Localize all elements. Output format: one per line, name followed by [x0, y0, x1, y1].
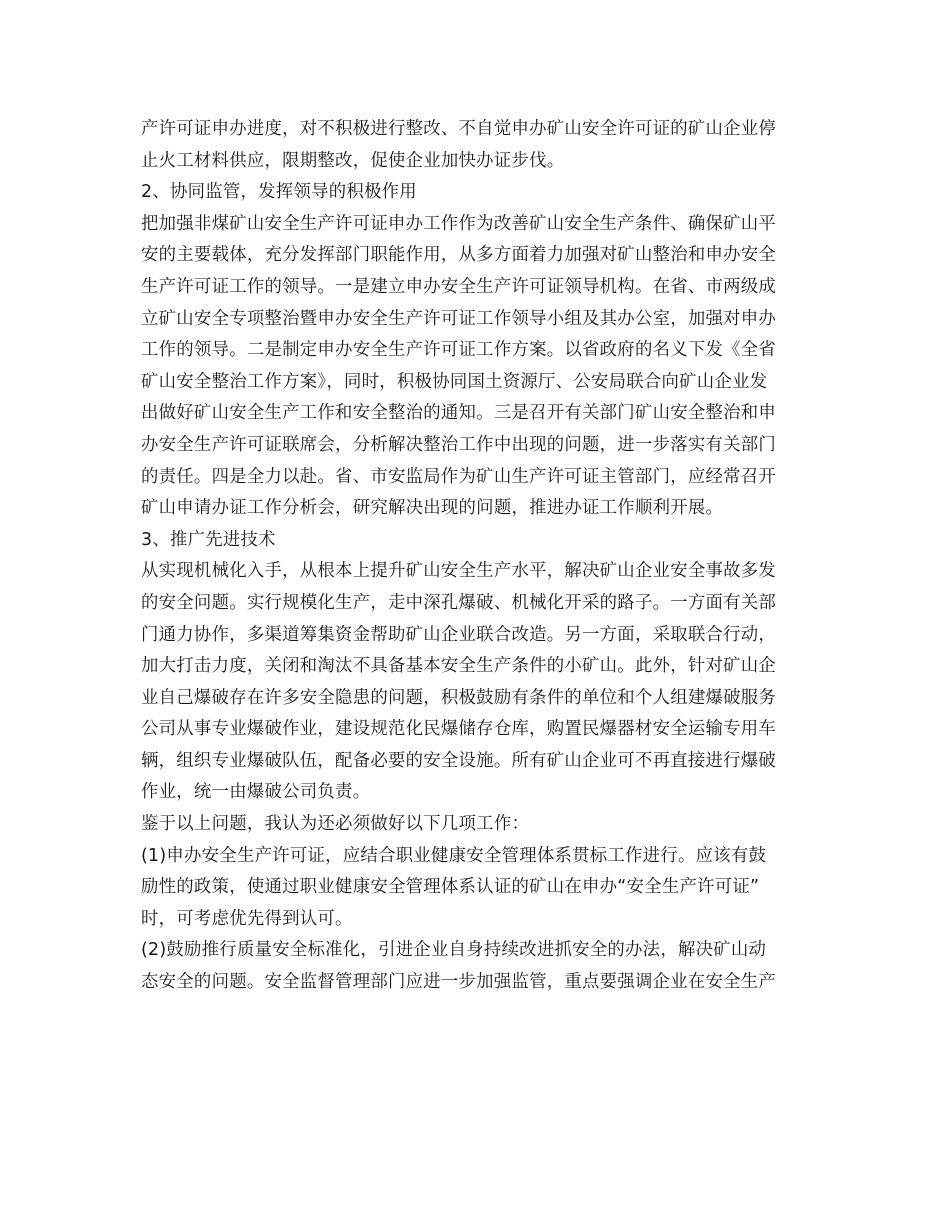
text-line: 矿山申请办证工作分析会，研究解决出现的问题，推进办证工作顺利开展。: [141, 498, 724, 519]
text-line: 立矿山安全专项整治暨申办安全生产许可证工作领导小组及其办公室，加强对申办: [141, 308, 777, 329]
section-heading: 2、协同监管，发挥领导的积极作用: [141, 182, 417, 203]
text-line: 矿山安全整治工作方案》，同时，积极协同国土资源厅、公安局联合向矿山企业发: [141, 371, 768, 392]
text-line: 鉴于以上问题，我认为还必须做好以下几项工作：: [141, 814, 530, 835]
text-line: 的安全问题。实行规模化生产，走中深孔爆破、机械化开采的路子。一方面有关部: [141, 592, 777, 613]
text-line: 从实现机械化入手，从根本上提升矿山安全生产水平，解决矿山企业安全事故多发: [141, 561, 777, 582]
text-line: 的责任。四是全力以赴。省、市安监局作为矿山生产许可证主管部门，应经常召开: [141, 466, 777, 487]
list-item-line: 态安全的问题。安全监督管理部门应进一步加强监管，重点要强调企业在安全生产: [141, 972, 777, 993]
text-line: 出做好矿山安全生产工作和安全整治的通知。三是召开有关部门矿山安全整治和申: [141, 403, 777, 424]
text-line: 生产许可证工作的领导。一是建立申办安全生产许可证领导机构。在省、市两级成: [141, 276, 777, 297]
text-line: 门通力协作，多渠道筹集资金帮助矿山企业联合改造。另一方面，采取联合行动，: [141, 624, 777, 645]
text-line: 产许可证申办进度，对不积极进行整改、不自觉申办矿山安全许可证的矿山企业停: [141, 119, 777, 139]
text-line: 作业，统一由爆破公司负责。: [141, 782, 371, 803]
text-line: 把加强非煤矿山安全生产许可证申办工作作为改善矿山安全生产条件、确保矿山平: [141, 213, 777, 234]
text-line: 辆，组织专业爆破队伍，配备必要的安全设施。所有矿山企业可不再直接进行爆破: [141, 750, 777, 771]
list-item-line: 时，可考虑优先得到认可。: [141, 908, 353, 929]
text-line: 公司从事专业爆破作业，建设规范化民爆储存仓库，购置民爆器材安全运输专用车: [141, 719, 777, 740]
document-body: [141, 114, 813, 999]
section-heading: 3、推广先进技术: [141, 529, 276, 550]
text-line: 加大打击力度，关闭和淘汰不具备基本安全生产条件的小矿山。此外，针对矿山企: [141, 656, 777, 677]
text-line: 止火工材料供应，限期整改，促使企业加快办证步伐。: [141, 150, 565, 171]
list-item-line: (2)鼓励推行质量安全标准化，引进企业自身持续改进抓安全的办法，解决矿山动: [141, 940, 767, 961]
text-line: 安的主要载体，充分发挥部门职能作用，从多方面着力加强对矿山整治和申办安全: [141, 245, 777, 266]
text-line: 业自己爆破存在许多安全隐患的问题，积极鼓励有条件的单位和个人组建爆破服务: [141, 687, 777, 708]
text-line: 办安全生产许可证联席会，分析解决整治工作中出现的问题，进一步落实有关部门: [141, 434, 777, 455]
list-item-line: 励性的政策，使通过职业健康安全管理体系认证的矿山在申办“安全生产许可证”: [141, 877, 760, 898]
text-line: 工作的领导。二是制定申办安全生产许可证工作方案。以省政府的名义下发《全省: [141, 340, 777, 361]
list-item-line: (1)申办安全生产许可证，应结合职业健康安全管理体系贯标工作进行。应该有鼓: [141, 845, 767, 866]
